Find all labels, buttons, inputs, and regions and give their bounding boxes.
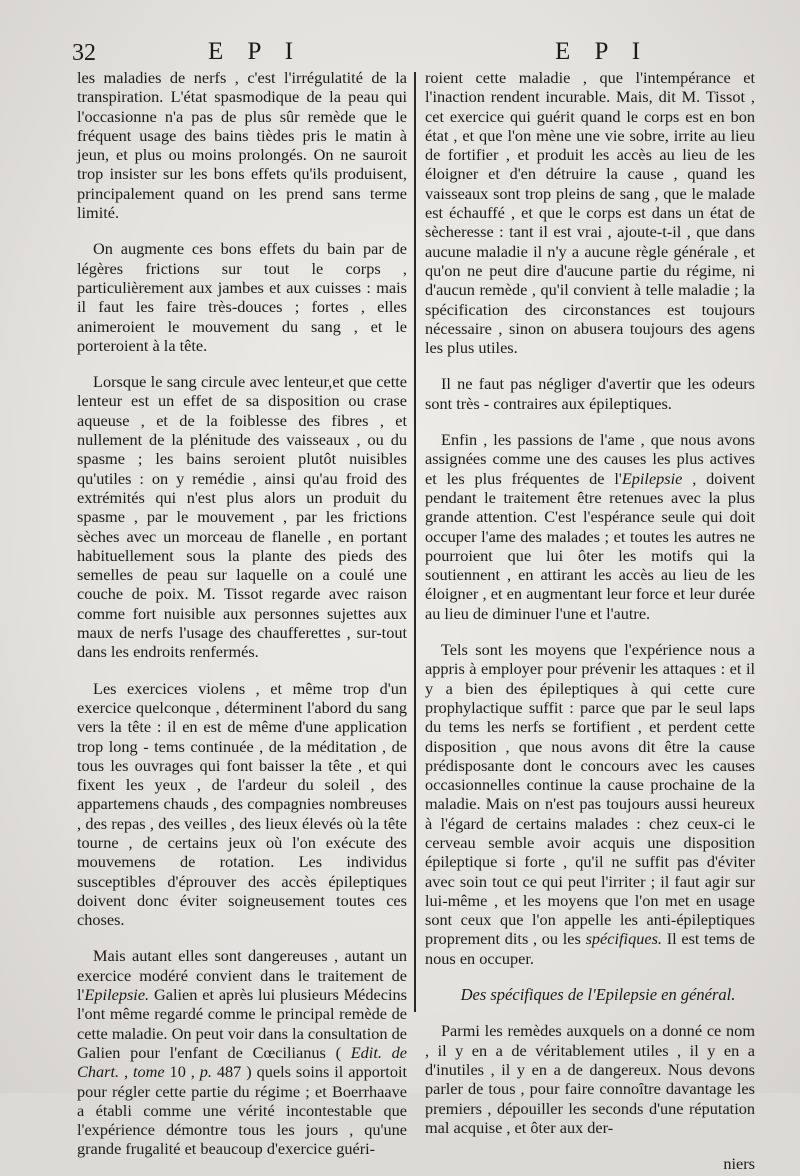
italic-term: spécifiques. (585, 929, 662, 949)
text-run: 10 , (164, 1062, 200, 1082)
page-header (0, 38, 800, 68)
text-run: 487 ) quels soins il apportoit pour régler cette partie du régime ; et Boerrhaave a établi comme une vérité incontestable que l'expérience démontre tous les jours , qu'une grande frugalité et beaucoup d'exercice guéri- (77, 1062, 408, 1159)
catchword: niers (723, 1154, 755, 1174)
paragraph: Il ne faut pas négliger d'avertir que les odeurs sont très - contraires aux épileptiques. (425, 374, 755, 413)
page-number: 32 (72, 40, 96, 66)
citation-reference: Edit. de Chart. , tome (77, 1042, 408, 1082)
italic-term: Epilepsie (621, 468, 683, 488)
text-run: Enfin , les passions de l'ame , que nous avons assignées comme une des causes les plus actives et les plus fréquentes de l' (425, 430, 755, 488)
paragraph: Parmi les remèdes auxquels on a donné ce nom , il y en a de véritablement utiles , il y en a d'inutiles , il y en a de dangereux. Nous devons parler de tous , pour faire connoître davantage les premiers , dépouiller les seconds d'une réputation mal acquise , et ôter aux der- (425, 1021, 755, 1137)
paragraph (425, 430, 755, 623)
section-heading: Des spécifiques de l'Epilepsie en général. (460, 985, 736, 1005)
text-run: Il est tems de nous en occuper. (425, 929, 755, 968)
paragraph: Lorsque le sang circule avec lenteur,et que cette lenteur est un effet de sa disposition ou crase aqueuse , et de la foiblesse des fibres , et nullement de la plénitude des vaisseaux , ou du spasme ; les bains seroient plutôt nuisibles qu'utiles : on y remédie , ainsi qu'au froid des extrémités qui n'est plus alors un produit du spasme , par le mouvement , par les frictions sèches avec un morceau de flanelle , en portant habituellement sous la plante des pieds des semelles de peau sur laquelle on a coulé une couche de poix. M. Tissot regarde avec raison comme fort nuisible aux personnes sujettes aux maux de nerfs l'usage des chaufferettes , sur-tout dans les endroits renfermés. (77, 372, 407, 662)
paragraph: Les exercices violens , et même trop d'un exercice quelconque , déterminent l'abord du sang vers la tête : il en est de même d'une application trop long - tems continuée , de la méditation , de tous les ouvrages qui font baisser la tête , et qui fixent les yeux , de l'ardeur du soleil , des appartemens chauds , des compagnies nombreuses , des repas , des veilles , des lieux élevés où la tête tourne , de certains jeux où l'on exécute des mouvemens de rotation. Les individus susceptibles d'éprouver des accès épileptiques doivent donc éviter soigneusement toutes ces choses. (77, 678, 407, 930)
text-run: , doivent pendant le traitement être retenues avec la plus grande attention. C'est l'espérance seule qui doit occuper l'ame des malades ; et toutes les autres ne pourroient que lui ôter les motifs qui la soutiennent , en attirant les accès au lieu de les éloigner , et en augmentant leur force et leur durée au lieu de diminuer l'une et l'autre. (425, 468, 755, 623)
text-run: Tels sont les moyens que l'expérience nous a appris à employer pour prévenir les attaques : et il y a bien des épileptiques à qui cette cure prophylactique suffit : parce que par le seul laps du tems les nerfs se fortifient , et perdent cette disposition , que nous avons dit être la cause prédisposante dont le concours avec les causes occasionnelles continue la cause prochaine de la maladie. Mais on n'est pas toujours aussi heureux à l'égard de certains malades : chez ceux-ci le cerveau semble avoir acquis une disposition épileptique si forte , qu'il ne suffit pas d'éviter avec soin tout ce qui peut l'irriter ; il faut agir sur lui-même , et les moyens que l'on met en usage sont ceux que l'on appelle les anti-épileptiques proprement dits , ou les (425, 640, 755, 949)
paragraph (77, 946, 407, 1158)
right-column (425, 68, 755, 1173)
column-divider (414, 72, 416, 1012)
left-column (77, 68, 407, 1176)
italic-term: Epilepsie. (84, 985, 150, 1005)
text-run: Mais autant elles sont dangereuses , autant un exercice modéré convient dans le traitement de l' (77, 946, 407, 1005)
running-head-right: E P I (555, 38, 650, 65)
citation-page: p. (199, 1062, 212, 1082)
paragraph: On augmente ces bons effets du bain par de légères frictions sur tout le corps , particulièrement aux jambes et aux cuisses : mais il faut les faire très-douces ; fortes , elles animeroient le mouvement du sang , et le porteroient à la tête. (77, 239, 407, 355)
text-run: Galien et après lui plusieurs Médecins l'ont même regardé comme le principal remède de cette maladie. On peut voir dans la consultation de Galien pour l'enfant de Cœcilianus ( (77, 985, 407, 1062)
paragraph: les maladies de nerfs , c'est l'irrégulatité de la transpiration. L'état spasmodique de la peau qui l'occasionne n'a pas de plus sûr remède que le fréquent usage des bains tièdes pris le matin à jeun, et plus ou moins prolongés. On ne sauroit trop insister sur les bons effets qu'ils produisent, principalement quand on les prend sans terme limité. (77, 68, 407, 223)
paragraph: roient cette maladie , que l'intempérance et l'inaction rendent incurable. Mais, dit M. Tissot , cet exercice qui guérit quand le corps est en bon état , et que l'on mène une vie sobre, irrite au lieu de fortifier , et produit les accès au lieu de les éloigner et d'en détruire la cause , quand les vaisseaux sont trop pleins de sang , que le malade est échauffé , et que le corps est dans un état de sècheresse : tant il est vrai , ajoute-t-il , que dans aucune maladie il n'y a aucune règle générale , et qu'on ne peut dire d'aucune partie du régime, ni d'aucun remède , qu'il convient à telle maladie ; la spécification des circonstances est toujours nécessaire , sinon on abusera toujours des agens les plus utiles. (425, 68, 755, 358)
running-head-left: E P I (208, 38, 303, 65)
paragraph (425, 640, 755, 968)
